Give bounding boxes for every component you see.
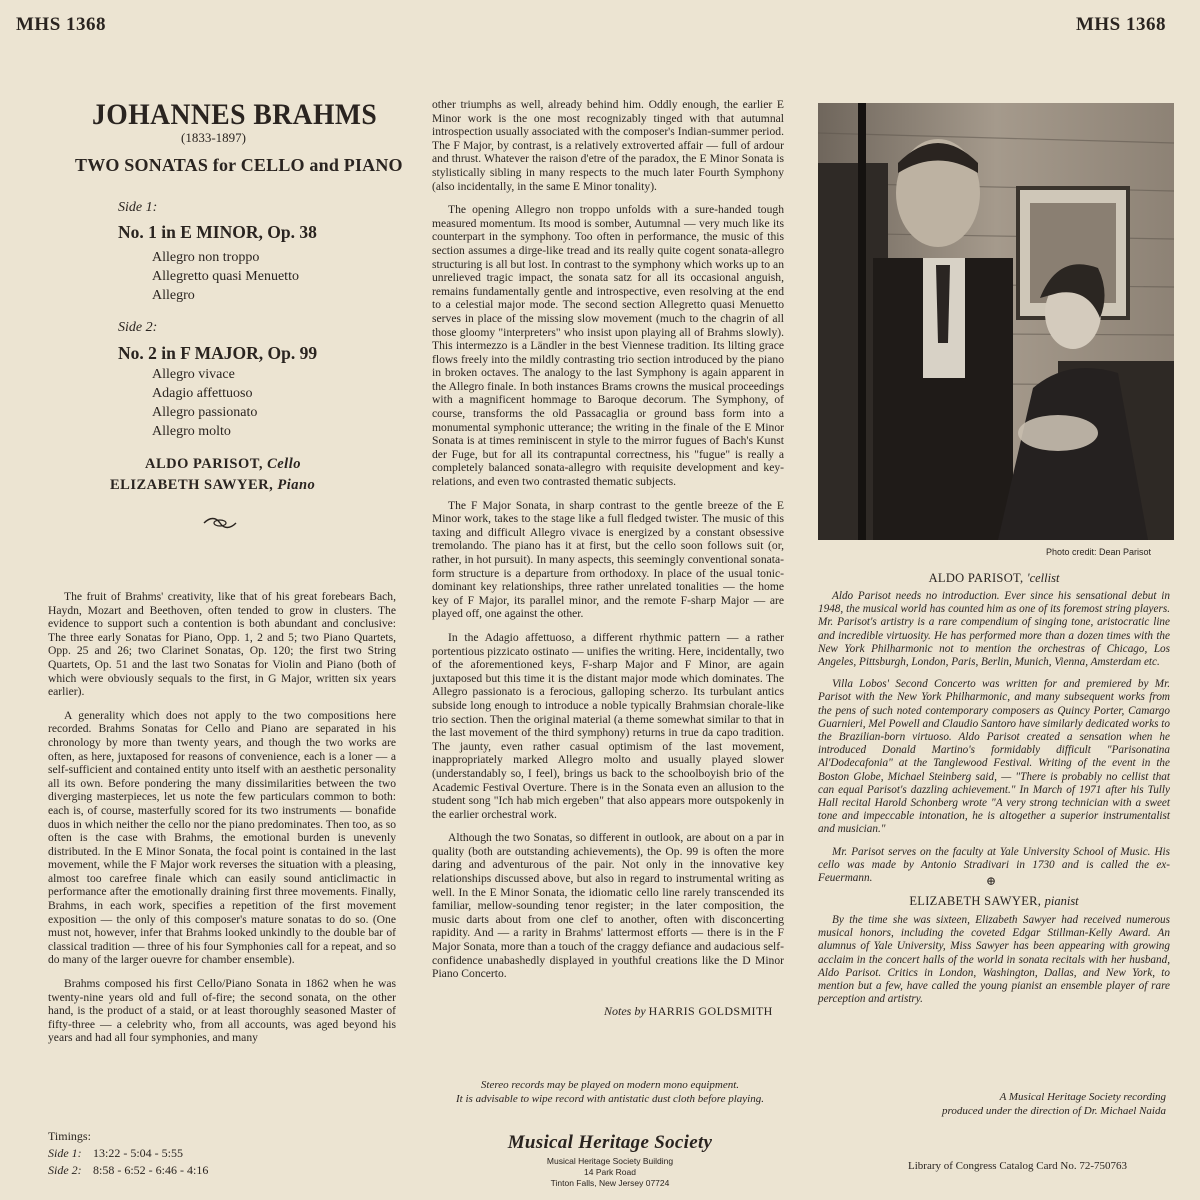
catalog-number-left: MHS 1368 — [16, 14, 107, 35]
paragraph: Mr. Parisot serves on the faculty at Yale University School of Music. His cello was made by Antonio Stradivari in 1730 and is called the ex-Feuermann. — [818, 845, 1170, 885]
notes-author: HARRIS GOLDSMITH — [648, 1004, 773, 1018]
composer-name: JOHANNES BRAHMS — [92, 98, 378, 131]
paragraph: A generality which does not apply to the two compositions here recorded. Brahms Sonatas for Cello and Piano are separated in his chronology by more than twenty years, and though the two works are often, as here, juxtaposed for reasons of convenience, each is a loner — a self-sufficient and contained entity unto itself with an aesthetic personality all its own. Before pondering the many dissimilarities between the two diverging masterpieces, let us note the few particulars common to both: each is, of course, masterfully scored for its two instruments — bonafide duos in which neither the cello nor the piano predominates. Then too, as so often is the case with Brahms, the emotional burden is unevenly distributed. In the E Minor Sonata, the focal point is contained in the last movement, while the F Major work reverses the situation with a pleasing, almost too carefree finale which can easily sound anticlimactic in performance after the emotionally draining first three movements. Finally, Brahms, in each work, specifies a repetition of the first movement exposition — the only of this composer's mature sonatas to do so. (One must not, however, infer that Brahms looked unkindly to the double bar of classical tradition — three of his four Symphonies call for a repeat, and so do many of the larger ouevre for chamber ensemble). — [48, 708, 396, 967]
recording-note — [876, 1090, 1166, 1118]
divider-icon: ⊕ — [986, 874, 997, 888]
side1-movements — [152, 248, 299, 305]
paragraph: By the time she was sixteen, Elizabeth Sawyer had received numerous musical honors, including the coveted Edgar Stillman-Kelly Award. An alumnus of Yale University, Miss Sawyer has been appearing with growing acclaim in the concert halls of the world in sonata recitals with her husband, Aldo Parisot. Critics in London, Washington, Dallas, and New York, to mention but a few, have called the young pianist an ensemble player of rare perception and artistry. — [818, 914, 1170, 1006]
timings-side2 — [48, 1162, 208, 1179]
note-line: It is advisable to wipe record with antistatic dust cloth before playing. — [456, 1093, 764, 1105]
side-label: Side 1: — [48, 1146, 82, 1160]
performer-cello — [145, 456, 301, 473]
address-line: 14 Park Road — [584, 1167, 636, 1177]
movement: Allegro molto — [152, 424, 231, 439]
bio-role: 'cellist — [1026, 571, 1060, 585]
paragraph: In the Adagio affettuoso, a different rhythmic pattern — a rather portentious pizzicato ostinato — unifies the writing. Here, incidentally, two of the aforementioned keys, F-sharp Major and F Minor, are again juxtaposed but this time it is the distant major mode which dominates. The Allegro passionato is a ferocious, galloping scherzo. Its turbulant antics subside long enough to introduce a noble typically Brahmsian chorale-like trio section. Then the original material (a theme somewhat similar to that in the last movement of the third symphony) returns in true da capo tradition. The jaunty, even rather casual optimism of the last movement, inappropriately marked Allegro molto and usually played slower (understandably so, I feel), brings us back to the schoolboyish brio of the Academic Festival Overture. There is in the Sonata even an allusion to the student song "Ich hab mich ergeben" that also appears more outspokenly in the earlier orchestral work. — [432, 630, 784, 821]
performer-piano — [110, 477, 315, 494]
side1-label: Side 1: — [118, 200, 158, 215]
notes-credit — [604, 1004, 773, 1019]
photo-image — [818, 103, 1174, 540]
notes-by-prefix: Notes by — [604, 1004, 646, 1018]
paragraph: The fruit of Brahms' creativity, like that of his great forebears Bach, Haydn, Mozart and Beethoven, often tended to grow in clusters. The evidence to support such a contention is both abundant and conclusive: The three early Sonatas for Piano, Opp. 1, 2 and 5; two Piano Quartets, Opp. 25 and 26; two Clarinet Sonatas, Op. 120; the first two String Quartets, Op. 51 and the last two Sonatas for Violin and Piano (both of which were obviously sequals to the first, in G Major, written six years earlier). — [48, 590, 396, 699]
movement: Allegro vivace — [152, 367, 235, 382]
timing-values: 13:22 - 5:04 - 5:55 — [93, 1146, 183, 1160]
address-line: Musical Heritage Society Building — [546, 1156, 674, 1166]
performer-role: Piano — [277, 477, 316, 493]
paragraph: The F Major Sonata, in sharp contrast to the gentle breeze of the E Minor work, takes to the stage like a full fledged twister. The music of this taxing and difficult Allegro vivace is energized by a constant obsessive tremolando. The piano has it at first, but the cello soon follows suit (or, rather, in hot pursuit). In many aspects, this seemingly conventional sonata-form structure is a departure from orthodoxy. In place of the usual tonic-dominant key relationships, three rather unrelated tonalities — the home key of F Major, its parallel minor, and the remote F-sharp Major — are played off, one against the other. — [432, 498, 784, 621]
ornament-icon — [202, 516, 238, 530]
timings-label: Timings: — [48, 1129, 91, 1143]
publisher — [470, 1132, 750, 1189]
publisher-logo: Musical Heritage Society — [507, 1132, 713, 1153]
note-line: produced under the direction of Dr. Michael Naida — [941, 1105, 1166, 1117]
paragraph: Although the two Sonatas, so different in outlook, are about on a par in quality (both are outstanding achievements), the Op. 99 is often the more daring and adventurous of the pair. Not only in the innovative key relationships discussed above, but also in regard to instrumental writing as well. In the E Minor Sonata, the idiomatic cello line rarely transcended its familiar, mellow-sounding tenor register; in the later composition, the music darts about from one clef to another, often with disconcerting rapidity. And — a rarity in Brahms' lattermost efforts — there is in the F Major Sonata, more than a touch of the craggy defiance and audacious self-confidence unabashedly displayed in youthful creations like the D Minor Piano Concerto. — [432, 831, 784, 981]
paragraph: Brahms composed his first Cello/Piano Sonata in 1862 when he was twenty-nine years old and full of-fire; the second sonata, on the other hand, is the product of a staid, or at least thoroughly seasoned Master of fifty-three — a celebrity who, from all accounts, was aged beyond his years and had all four symphonies, and many — [48, 977, 396, 1045]
movement: Adagio affettuoso — [152, 386, 253, 401]
publisher-address — [470, 1156, 750, 1189]
timing-values: 8:58 - 6:52 - 6:46 - 4:16 — [93, 1163, 209, 1177]
performer-role: Cello — [267, 456, 301, 472]
bio-role: pianist — [1044, 894, 1079, 908]
bio-parisot — [818, 590, 1170, 894]
movement: Allegro passionato — [152, 405, 258, 420]
stereo-note — [420, 1078, 800, 1106]
ornament — [202, 516, 238, 535]
bio-parisot-heading — [818, 571, 1170, 586]
side2-movements — [152, 365, 257, 441]
side-label: Side 2: — [48, 1163, 82, 1177]
paragraph: other triumphs as well, already behind him. Oddly enough, the earlier E Minor work is the one most recognizably tinged with that autumnal introspection usually associated with the composer's Indian-summer period. The F Major, by contrast, is a relatively extroverted affair — full of ardour and thrust. Whatever the raison d'etre of the paradox, the E Minor Sonata is stylistically sibling in many respects to the much later Fourth Symphony (also incidentally, in the same E Minor tonality). — [432, 98, 784, 193]
liner-notes-col1 — [48, 590, 396, 1055]
performer-name: ELIZABETH SAWYER, — [110, 477, 274, 493]
library-catalog-card: Library of Congress Catalog Card No. 72-750763 — [908, 1160, 1128, 1172]
liner-notes-col2 — [432, 98, 784, 991]
timings — [48, 1128, 208, 1179]
bio-sawyer-heading — [818, 894, 1170, 909]
movement: Allegro non troppo — [152, 250, 260, 265]
paragraph: Aldo Parisot needs no introduction. Ever since his sensational debut in 1948, the musical world has counted him as one of its foremost string players. Mr. Parisot's artistry is a rare compendium of singing tone, aristocratic line and incredible virtuosity. He has performed more than a dozen times with the New York Philharmonic not to mention the orchestras of Chicago, Los Angeles, Pittsburgh, London, Paris, Berlin, Munich, Vienna, Amsterdam etc. — [818, 590, 1170, 669]
bio-name: ALDO PARISOT, — [928, 571, 1024, 585]
movement: Allegro — [152, 288, 195, 303]
bio-name: ELIZABETH SAWYER, — [909, 894, 1042, 908]
side2-label: Side 2: — [118, 320, 158, 335]
composer-dates: (1833-1897) — [181, 130, 246, 145]
side1-sonata: No. 1 in E MINOR, Op. 38 — [118, 222, 317, 242]
timings-side1 — [48, 1145, 208, 1162]
side2-sonata: No. 2 in F MAJOR, Op. 99 — [118, 343, 318, 363]
photo-credit: Photo credit: Dean Parisot — [1046, 547, 1152, 557]
performer-name: ALDO PARISOT, — [145, 456, 263, 472]
work-title: TWO SONATAS for CELLO and PIANO — [75, 155, 403, 175]
paragraph: The opening Allegro non troppo unfolds with a sure-handed tough measured momentum. Its mood is somber, Autumnal — very much like its counterpart in the symphony. Too often in performance, the music of this section assumes a dirge-like tread and its really quite cogent sonata-allegro structuring is all but lost. In contrast to the symphony which works up to an unrelieved tragic impact, the sonata satz for all its occasional anguish, remains fundamentally gentle and introspective, even resolving at the end to a celestial major mode. The second section Allegretto quasi Menuetto serves in place of the missing slow movement (much to the chagrin of all those gloomy "interpreters" who insist upon playing all of Brahms slowly). This intermezzo is a Ländler in the best Viennese tradition. Its lilting grace flows freely into the mildly contrasting trio section introduced by the piano in broken octaves. The analogy to the last Symphony is again apparent in the Allegro finale. In both instances Brams crowns the musical proceedings with a magnificent hommage to Baroque decorum. The Symphony, of course, transforms the old Passacaglia or ground bass form into a monumental symphonic utterance; the writing in the finale of the E Minor Sonata is at times reminiscent in style to the mirror fugues of Bach's Kunst der Fuge, but for all its contrapuntal correctness, his "fugue" is really a completely balanced sonata-allegro with requisite development and key-relations, and even two contrasted thematic subjects. — [432, 203, 784, 489]
movement: Allegretto quasi Menuetto — [152, 269, 299, 284]
paragraph: Villa Lobos' Second Concerto was written for and premiered by Mr. Parisot with the New York Philharmonic, and many subsequent works from the pens of such noted contemporary composers as Quincy Porter, Camargo Guarnieri, Mel Powell and Claudio Santoro have similarly dedicated works to the Brazilian-born virtuoso. Aldo Parisot created a sensation when he introduced Donald Martino's formidably difficult "Parisonatina Al'Dodecafonia" at the Tanglewood Festival. Writing of the event in the Boston Globe, Michael Steinberg said, — "There is probably no cellist that can equal Parisot's dazzling achievement." In March of 1971 after his Tully Hall recital Harold Schonberg wrote "A very strong technician with a sweet tone and impeccable intonation, he is altogether a superior instrumentalist and musician." — [818, 678, 1170, 836]
address-line: Tinton Falls, New Jersey 07724 — [550, 1178, 670, 1188]
note-line: A Musical Heritage Society recording — [999, 1091, 1166, 1103]
note-line: Stereo records may be played on modern mono equipment. — [480, 1079, 740, 1091]
bio-sawyer — [818, 914, 1170, 1015]
performers-photo — [818, 103, 1174, 540]
catalog-number-right: MHS 1368 — [1075, 14, 1166, 35]
